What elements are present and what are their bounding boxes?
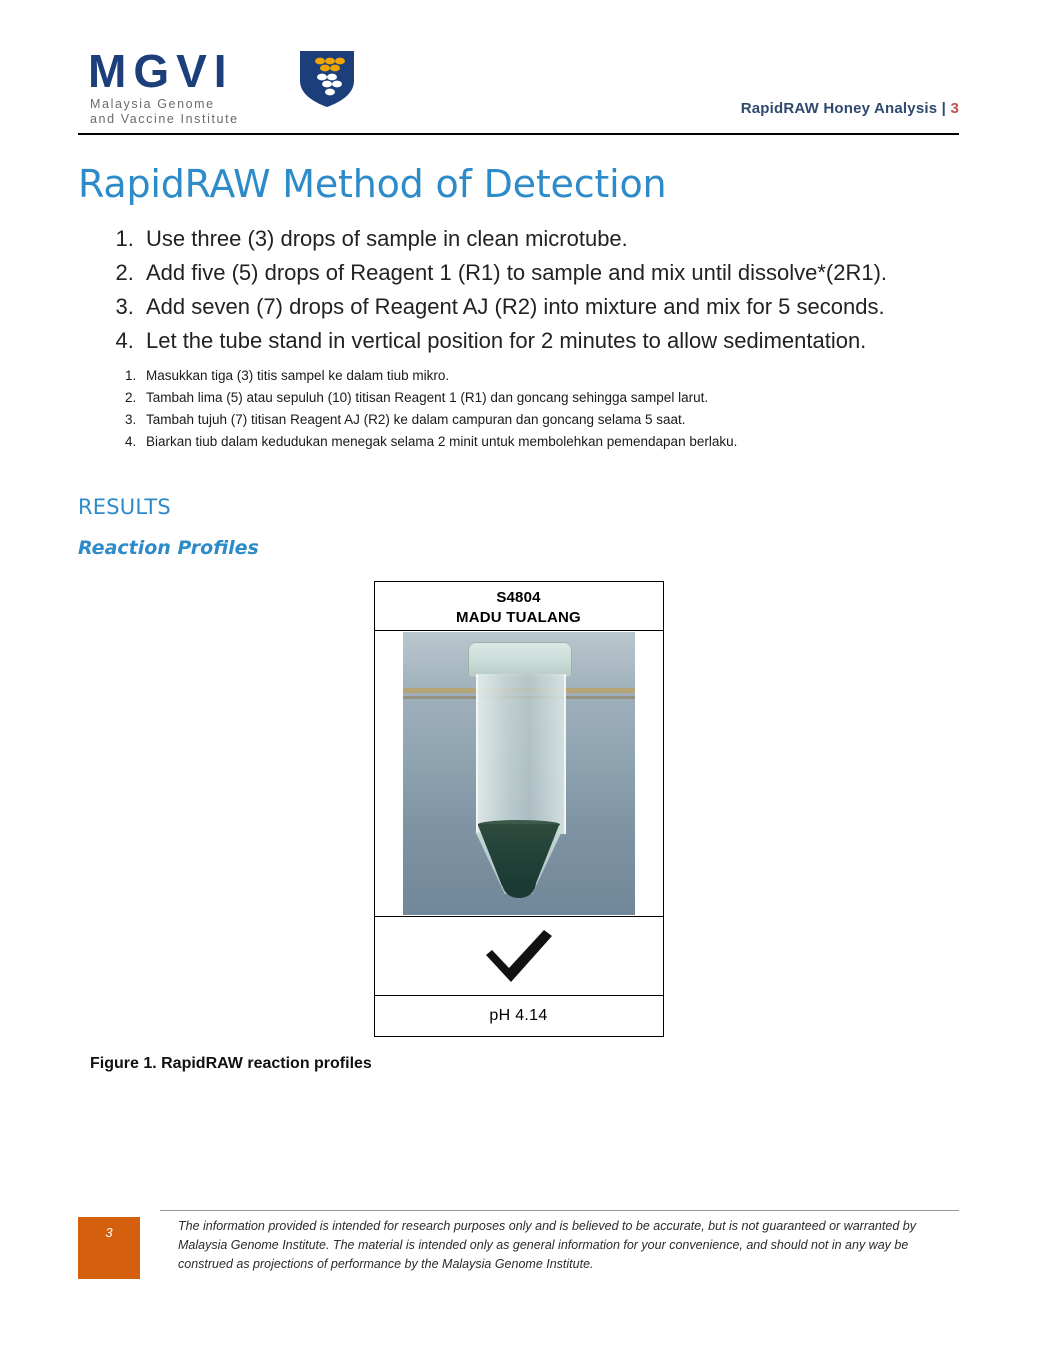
sample-id: S4804 [496, 589, 541, 606]
header-divider [78, 133, 959, 135]
list-item: 3. Add seven (7) drops of Reagent AJ (R2) into mixture and mix for 5 seconds. [140, 290, 959, 323]
list-item: 4. Biarkan tiub dalam kedudukan menegak selama 2 minit untuk membolehkan pemendapan berlaku. [140, 431, 959, 453]
footer-page-number: 3 [78, 1217, 140, 1279]
reaction-profiles-heading: Reaction Profiles [78, 537, 259, 559]
header-doc-reference [741, 100, 959, 117]
list-item: 4. Let the tube stand in vertical position for 2 minutes to allow sedimentation. [140, 324, 959, 357]
list-item: 2. Add five (5) drops of Reagent 1 (R1) to sample and mix until dissolve*(2R1). [140, 256, 959, 289]
logo-subtitle-line1: Malaysia Genome [90, 97, 215, 111]
header-separator: | [941, 100, 947, 117]
microtube [466, 642, 572, 897]
reaction-profile-card [374, 581, 664, 1037]
page-header [78, 40, 959, 135]
check-mark-icon [482, 928, 556, 984]
logo-subtitle-line2: and Vaccine Institute [90, 112, 239, 126]
microtube-tip [502, 882, 536, 898]
header-page-number: 3 [950, 100, 959, 117]
logo-wordmark: MGVI [88, 45, 234, 97]
header-doc-title: RapidRAW Honey Analysis [740, 100, 938, 117]
profile-ph-cell: pH 4.14 [375, 995, 663, 1036]
document-body [78, 160, 959, 1073]
figure-container [78, 581, 959, 1037]
results-heading: RESULTS [78, 495, 171, 519]
logo-mark [88, 45, 388, 103]
logo-subtitle [90, 97, 350, 127]
microtube-body [476, 674, 566, 834]
profile-photo-cell [375, 630, 663, 916]
list-item: 1. Masukkan tiga (3) titis sampel ke dalam tiub mikro. [140, 365, 959, 387]
profile-header [375, 582, 663, 630]
microtube-photo [403, 632, 635, 915]
microtube-cap [468, 642, 572, 678]
figure-caption: Figure 1. RapidRAW reaction profiles [90, 1055, 372, 1072]
footer-content [78, 1211, 959, 1283]
mgvi-logo [88, 45, 388, 125]
sample-name: MADU TUALANG [456, 609, 581, 626]
footer-disclaimer: The information provided is intended for research purposes only and is believed to be accurate, but is not guaranteed or warranted by Malaysia Genome Institute. The material is intended only as general information for your convenience, and should not in any way be construed as projections of performance by the Malaysia Genome Institute. [178, 1219, 916, 1271]
method-steps-english [78, 222, 959, 357]
list-item: 2. Tambah lima (5) atau sepuluh (10) titisan Reagent 1 (R1) dan goncang sehingga sampel larut. [140, 387, 959, 409]
profile-result-cell [375, 916, 663, 995]
page-footer [78, 1210, 959, 1283]
list-item: 3. Tambah tujuh (7) titisan Reagent AJ (R2) ke dalam campuran dan goncang selama 5 saat. [140, 409, 959, 431]
page-title: RapidRAW Method of Detection [78, 162, 667, 206]
method-steps-malay [78, 365, 959, 453]
list-item: 1. Use three (3) drops of sample in clean microtube. [140, 222, 959, 255]
